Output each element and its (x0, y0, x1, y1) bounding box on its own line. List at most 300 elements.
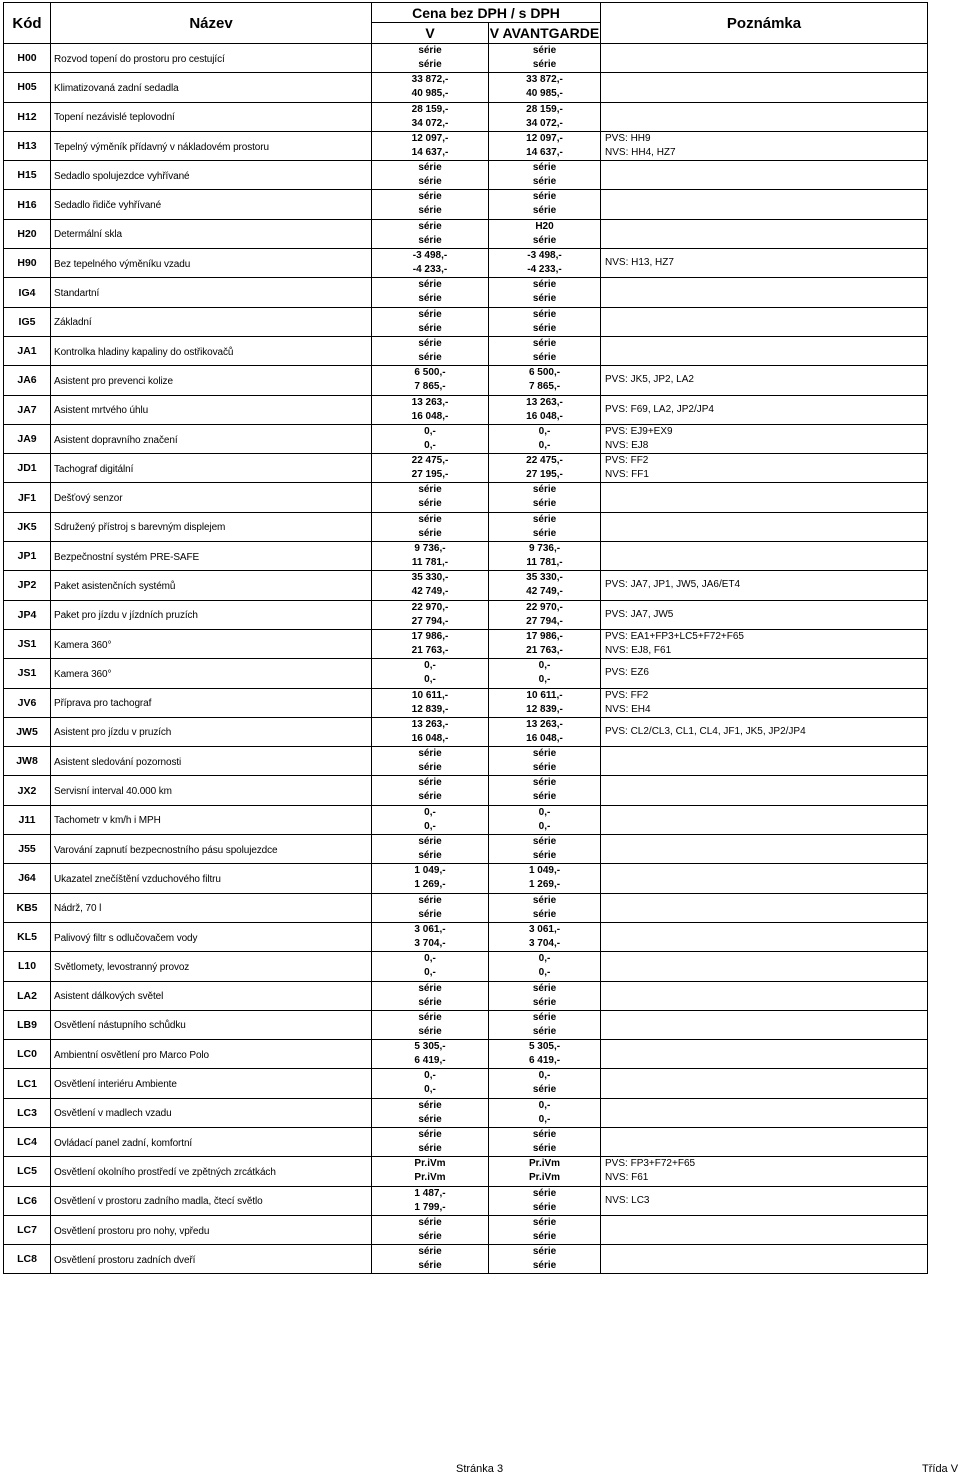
price-v-avantgarde (489, 249, 601, 278)
price-v-gross: série (418, 850, 442, 862)
price-avantgarde-net: série (532, 1216, 557, 1228)
price-v-net: série (418, 982, 442, 994)
price-avantgarde-net: 28 159,- (526, 103, 563, 115)
option-name: Asistent pro prevenci kolize (54, 375, 173, 387)
note-text: PVS: JA7, JW5 (605, 608, 674, 620)
price-v-gross: 11 781,- (411, 557, 449, 569)
price-v-gross: 16 048,- (411, 732, 449, 744)
option-name: Asistent mrtvého úhlu (54, 405, 149, 417)
price-avantgarde-net: 3 061,- (528, 923, 561, 935)
option-name: Osvětlení interiéru Ambiente (54, 1079, 177, 1091)
option-name-cell (51, 835, 372, 864)
price-v-net: 22 475,- (411, 455, 449, 467)
header-price: Cena bez DPH / s DPH (372, 3, 601, 23)
price-v-avantgarde (489, 542, 601, 571)
price-avantgarde-net: série (532, 484, 557, 496)
price-avantgarde-net: série (532, 748, 557, 760)
option-code: H16 (4, 190, 51, 219)
price-avantgarde-net: série (532, 1011, 557, 1023)
price-v-avantgarde (489, 1069, 601, 1098)
price-avantgarde-gross: série (532, 234, 557, 246)
option-name: Servisní interval 40.000 km (54, 786, 172, 798)
table-row (4, 454, 928, 483)
table-row (4, 922, 928, 951)
price-v-avantgarde (489, 1098, 601, 1127)
price-avantgarde-net: 5 305,- (528, 1041, 561, 1053)
price-avantgarde-net: 33 872,- (526, 74, 563, 86)
price-v-net: 12 097,- (411, 132, 449, 144)
price-avantgarde-gross: 12 839,- (526, 703, 563, 715)
note-cell (601, 571, 928, 600)
option-name: Osvětlení okolního prostředí ve zpětných zrcátkách (54, 1166, 276, 1178)
price-avantgarde-gross: Pr.iVm (528, 1172, 561, 1184)
table-row (4, 336, 928, 365)
option-name-cell (51, 161, 372, 190)
note-cell (601, 864, 928, 893)
price-avantgarde-gross: 34 072,- (526, 117, 563, 129)
price-avantgarde-net: 0,- (538, 1099, 551, 1111)
price-avantgarde-net: 0,- (538, 953, 551, 965)
note-cell (601, 1069, 928, 1098)
price-v (372, 776, 489, 805)
table-row (4, 395, 928, 424)
price-avantgarde-gross: série (532, 176, 557, 188)
note-line-1: PVS: FF2 (605, 689, 649, 701)
option-code: JK5 (4, 512, 51, 541)
option-name: Sdružený přístroj s barevným displejem (54, 522, 226, 534)
price-avantgarde-net: série (532, 162, 557, 174)
price-v (372, 981, 489, 1010)
price-avantgarde-gross: série (532, 322, 557, 334)
note-text: PVS: EZ6 (605, 667, 649, 679)
price-v-gross: série (418, 527, 442, 539)
price-v-net: 0,- (424, 953, 436, 965)
price-v-gross: 0,- (424, 674, 436, 686)
table-row (4, 424, 928, 453)
note-cell (601, 776, 928, 805)
table-row (4, 1245, 928, 1274)
option-code: JX2 (4, 776, 51, 805)
note-text: NVS: H13, HZ7 (605, 257, 674, 269)
note-cell (601, 747, 928, 776)
option-code: J11 (4, 805, 51, 834)
table-row (4, 600, 928, 629)
price-v-net: série (418, 220, 442, 232)
price-v (372, 1010, 489, 1039)
note-text: PVS: JA7, JP1, JW5, JA6/ET4 (605, 579, 741, 591)
price-v (372, 1098, 489, 1127)
option-name-cell (51, 249, 372, 278)
table-row (4, 571, 928, 600)
price-avantgarde-gross: série (532, 1230, 557, 1242)
option-code: LC1 (4, 1069, 51, 1098)
note-line-1: PVS: HH9 (605, 132, 651, 144)
note-cell (601, 454, 928, 483)
price-v-gross: -4 233,- (412, 264, 448, 276)
note-cell (601, 542, 928, 571)
option-name: Osvětlení v prostoru zadního madla, čtecí světlo (54, 1196, 263, 1208)
option-name-cell (51, 1186, 372, 1215)
price-v-avantgarde (489, 688, 601, 717)
note-cell (601, 922, 928, 951)
price-v-net: série (418, 777, 442, 789)
note-cell (601, 366, 928, 395)
price-avantgarde-gross: série (532, 1084, 557, 1096)
price-avantgarde-net: série (532, 513, 557, 525)
price-avantgarde-gross: série (532, 791, 557, 803)
price-v-gross: série (418, 1142, 442, 1154)
price-v-avantgarde (489, 73, 601, 102)
price-v (372, 805, 489, 834)
option-name-cell (51, 278, 372, 307)
price-v-net: série (418, 894, 442, 906)
note-cell (601, 1245, 928, 1274)
table-row (4, 190, 928, 219)
price-avantgarde-net: 35 330,- (526, 572, 563, 584)
option-code: JF1 (4, 483, 51, 512)
option-name: Nádrž, 70 l (54, 903, 102, 915)
table-row (4, 629, 928, 658)
price-v-net: série (418, 1099, 442, 1111)
price-avantgarde-gross: 40 985,- (526, 88, 563, 100)
price-avantgarde-net: 6 500,- (528, 367, 561, 379)
price-v-net: 5 305,- (414, 1041, 446, 1053)
price-avantgarde-net: 0,- (538, 1070, 551, 1082)
price-v-net: 22 970,- (411, 601, 449, 613)
option-name-cell (51, 336, 372, 365)
table-row (4, 659, 928, 688)
price-v-net: 0,- (424, 425, 436, 437)
option-name: Standartní (54, 288, 100, 300)
option-name: Klimatizovaná zadní sedadla (54, 82, 179, 94)
price-avantgarde-net: série (532, 308, 557, 320)
option-name-cell (51, 600, 372, 629)
note-cell (601, 952, 928, 981)
option-code: H12 (4, 102, 51, 131)
note-text: PVS: F69, LA2, JP2/JP4 (605, 403, 714, 415)
price-v (372, 747, 489, 776)
option-name-cell (51, 395, 372, 424)
option-code: JS1 (4, 629, 51, 658)
price-v-gross: série (418, 908, 442, 920)
table-row (4, 249, 928, 278)
price-v-gross: série (418, 498, 442, 510)
option-code: LC4 (4, 1127, 51, 1156)
price-v (372, 73, 489, 102)
option-name-cell (51, 747, 372, 776)
option-name-cell (51, 1245, 372, 1274)
option-name: Dešťový senzor (54, 493, 123, 505)
note-cell (601, 600, 928, 629)
price-v-avantgarde (489, 483, 601, 512)
note-cell (601, 483, 928, 512)
price-v (372, 600, 489, 629)
price-v-net: 0,- (424, 660, 436, 672)
note-line-1: PVS: FF2 (605, 455, 649, 467)
table-row (4, 73, 928, 102)
price-v-net: 3 061,- (414, 923, 446, 935)
price-avantgarde-gross: 6 419,- (528, 1055, 561, 1067)
option-name-cell (51, 73, 372, 102)
note-cell (601, 629, 928, 658)
price-avantgarde-net: 0,- (538, 425, 551, 437)
price-v-gross: 0,- (424, 820, 436, 832)
option-name: Osvětlení prostoru pro nohy, vpředu (54, 1225, 210, 1237)
option-name: Palivový filtr s odlučovačem vody (54, 932, 198, 944)
price-v-avantgarde (489, 395, 601, 424)
price-v-net: série (418, 513, 442, 525)
option-code: J55 (4, 835, 51, 864)
table-row (4, 483, 928, 512)
price-avantgarde-gross: série (532, 762, 557, 774)
option-name: Topení nezávislé teplovodní (54, 112, 175, 124)
price-list-table (3, 2, 928, 1274)
option-name: Kontrolka hladiny kapaliny do ostřikovačů (54, 346, 234, 358)
note-cell (601, 102, 928, 131)
note-cell (601, 44, 928, 73)
option-name-cell (51, 454, 372, 483)
option-name: Asistent dopravního značení (54, 434, 178, 446)
option-name-cell (51, 805, 372, 834)
option-name: Sedadlo spolujezdce vyhřívané (54, 170, 190, 182)
header-v: V (372, 23, 489, 44)
price-avantgarde-net: 10 611,- (526, 689, 563, 701)
option-code: JV6 (4, 688, 51, 717)
price-v (372, 102, 489, 131)
price-v-gross: série (418, 1025, 442, 1037)
price-avantgarde-gross: 3 704,- (528, 937, 561, 949)
price-v-avantgarde (489, 336, 601, 365)
price-v-gross: 6 419,- (414, 1055, 446, 1067)
note-cell (601, 73, 928, 102)
price-v-avantgarde (489, 776, 601, 805)
option-name-cell (51, 1010, 372, 1039)
price-v-net: 10 611,- (411, 689, 449, 701)
option-name: Asistent pro jízdu v pruzích (54, 727, 172, 739)
note-cell (601, 835, 928, 864)
note-cell (601, 981, 928, 1010)
price-v-net: série (418, 836, 442, 848)
price-v-net: 6 500,- (414, 367, 446, 379)
price-avantgarde-net: série (532, 191, 557, 203)
price-avantgarde-net: -3 498,- (527, 250, 562, 262)
option-code: JA1 (4, 336, 51, 365)
price-avantgarde-net: 22 475,- (526, 455, 563, 467)
note-line-2: NVS: EH4 (605, 703, 651, 715)
price-avantgarde-gross: 0,- (538, 967, 551, 979)
price-v-avantgarde (489, 922, 601, 951)
page-number: Stránka 3 (456, 1463, 504, 1475)
price-v-avantgarde (489, 366, 601, 395)
option-code: H05 (4, 73, 51, 102)
price-avantgarde-gross: série (532, 908, 557, 920)
vehicle-class: Třída V (922, 1463, 959, 1475)
option-name: Světlomety, levostranný provoz (54, 961, 190, 973)
price-v (372, 893, 489, 922)
option-name: Rozvod topení do prostoru pro cestující (54, 53, 225, 65)
price-avantgarde-gross: série (532, 205, 557, 217)
price-v-avantgarde (489, 1245, 601, 1274)
table-row (4, 219, 928, 248)
price-avantgarde-net: série (532, 1128, 557, 1140)
note-line-1: PVS: EJ9+EX9 (605, 425, 673, 437)
note-line-2: NVS: EJ8 (605, 439, 649, 451)
price-avantgarde-gross: -4 233,- (527, 264, 562, 276)
table-row (4, 1186, 928, 1215)
price-v-net: série (418, 308, 442, 320)
price-v-avantgarde (489, 131, 601, 160)
price-v-avantgarde (489, 424, 601, 453)
table-row (4, 542, 928, 571)
option-code: LB9 (4, 1010, 51, 1039)
option-name-cell (51, 366, 372, 395)
option-name: Osvětlení nástupního schůdku (54, 1020, 186, 1032)
price-v-net: série (418, 1128, 442, 1140)
price-v (372, 1069, 489, 1098)
option-code: H00 (4, 44, 51, 73)
table-row (4, 1040, 928, 1069)
option-code: IG4 (4, 278, 51, 307)
price-v-net: Pr.iVm (414, 1158, 446, 1170)
price-v-avantgarde (489, 1040, 601, 1069)
option-code: J64 (4, 864, 51, 893)
option-code: JP1 (4, 542, 51, 571)
price-v (372, 307, 489, 336)
price-v-net: -3 498,- (412, 250, 448, 262)
option-code: KL5 (4, 922, 51, 951)
option-name-cell (51, 893, 372, 922)
option-name: Ovládací panel zadní, komfortní (54, 1137, 193, 1149)
table-row (4, 893, 928, 922)
option-name: Ukazatel znečíštění vzduchového filtru (54, 873, 221, 885)
price-v-gross: 0,- (424, 439, 436, 451)
price-v-avantgarde (489, 747, 601, 776)
price-v-avantgarde (489, 659, 601, 688)
price-v-net: 0,- (424, 806, 436, 818)
price-v-avantgarde (489, 454, 601, 483)
table-row (4, 1215, 928, 1244)
table-row (4, 717, 928, 746)
price-v (372, 454, 489, 483)
price-avantgarde-gross: série (532, 850, 557, 862)
option-code: KB5 (4, 893, 51, 922)
price-avantgarde-gross: 16 048,- (526, 732, 563, 744)
option-name: Základní (54, 317, 92, 329)
note-cell (601, 1040, 928, 1069)
price-v-gross: 42 749,- (411, 586, 449, 598)
note-line-2: NVS: F61 (605, 1172, 649, 1184)
price-v-net: série (418, 484, 442, 496)
option-code: JA9 (4, 424, 51, 453)
price-v-avantgarde (489, 219, 601, 248)
price-v (372, 1157, 489, 1186)
option-name-cell (51, 512, 372, 541)
table-row (4, 776, 928, 805)
price-v (372, 161, 489, 190)
table-row (4, 278, 928, 307)
price-v-gross: 16 048,- (411, 410, 449, 422)
price-avantgarde-gross: série (532, 1025, 557, 1037)
price-v (372, 952, 489, 981)
note-cell (601, 161, 928, 190)
price-v-gross: Pr.iVm (414, 1172, 446, 1184)
price-v-gross: 0,- (424, 967, 436, 979)
price-v-gross: 0,- (424, 1084, 436, 1096)
option-name: Osvětlení prostoru zadních dveří (54, 1254, 196, 1266)
option-name-cell (51, 776, 372, 805)
option-code: JW5 (4, 717, 51, 746)
option-code: LC6 (4, 1186, 51, 1215)
option-code: JP2 (4, 571, 51, 600)
price-avantgarde-net: série (532, 777, 557, 789)
price-avantgarde-gross: série (532, 1260, 557, 1272)
price-v-net: 1 049,- (414, 865, 446, 877)
table-row (4, 1098, 928, 1127)
price-v-net: 35 330,- (411, 572, 449, 584)
price-v-net: série (418, 162, 442, 174)
option-name: Osvětlení v madlech vzadu (54, 1108, 172, 1120)
price-v (372, 542, 489, 571)
price-v-avantgarde (489, 512, 601, 541)
option-code: JW8 (4, 747, 51, 776)
option-name: Sedadlo řidiče vyhřívané (54, 200, 162, 212)
price-v-net: série (418, 1216, 442, 1228)
price-avantgarde-gross: série (532, 498, 557, 510)
table-row (4, 864, 928, 893)
price-v (372, 366, 489, 395)
price-v-net: 17 986,- (411, 630, 449, 642)
price-v (372, 717, 489, 746)
price-v-avantgarde (489, 102, 601, 131)
table-row (4, 161, 928, 190)
option-name: Bezpečnostní systém PRE-SAFE (54, 551, 200, 563)
price-v-net: série (418, 748, 442, 760)
option-code: JS1 (4, 659, 51, 688)
price-avantgarde-net: série (532, 45, 557, 56)
price-avantgarde-net: série (532, 894, 557, 906)
price-avantgarde-gross: 11 781,- (526, 557, 563, 569)
option-name-cell (51, 44, 372, 73)
option-name-cell (51, 981, 372, 1010)
price-avantgarde-net: 13 263,- (526, 718, 563, 730)
price-avantgarde-net: 22 970,- (526, 601, 563, 613)
table-row (4, 805, 928, 834)
option-name: Tachometr v km/h i MPH (54, 815, 161, 827)
option-name: Kamera 360° (54, 639, 112, 651)
price-v-avantgarde (489, 952, 601, 981)
option-code: H90 (4, 249, 51, 278)
option-name: Determální skla (54, 229, 122, 241)
note-cell (601, 395, 928, 424)
note-text: PVS: CL2/CL3, CL1, CL4, JF1, JK5, JP2/JP4 (605, 725, 806, 737)
option-name-cell (51, 571, 372, 600)
price-v (372, 629, 489, 658)
price-v (372, 336, 489, 365)
price-v-avantgarde (489, 1215, 601, 1244)
price-v-gross: 40 985,- (411, 88, 449, 100)
option-name-cell (51, 952, 372, 981)
price-v-gross: série (418, 1260, 442, 1272)
price-avantgarde-gross: 0,- (538, 820, 551, 832)
price-v-net: 1 487,- (414, 1187, 446, 1199)
price-avantgarde-gross: 27 195,- (526, 469, 563, 481)
price-v-gross: série (418, 1113, 442, 1125)
price-v (372, 1245, 489, 1274)
option-code: LC8 (4, 1245, 51, 1274)
table-row (4, 835, 928, 864)
option-name: Kamera 360° (54, 668, 112, 680)
price-v-gross: série (418, 205, 442, 217)
